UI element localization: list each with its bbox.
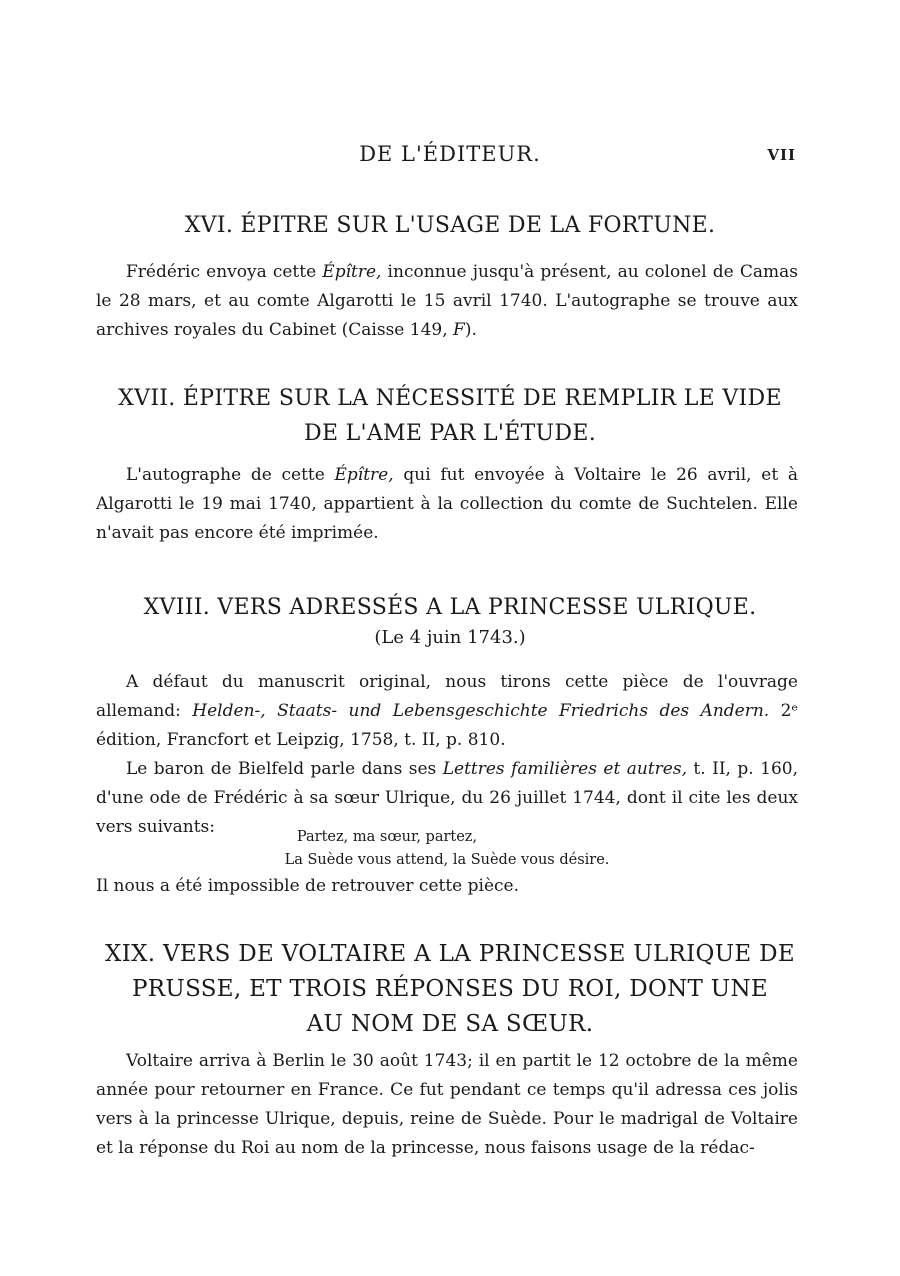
section-xix-paragraph: Voltaire arriva à Berlin le 30 août 1743; il en partit le 12 octobre de la même année pour retourner en France. Ce fut pendant ce temps qu'il adressa ces jolis vers à la princesse Ulrique, depuis, reine de Suède. Pour le madrigal de Voltaire et la réponse du Roi au nom de la princesse, nous faisons usage de la rédac-	[96, 1051, 798, 1158]
section-xviii-paragraph-1: A défaut du manuscrit original, nous tirons cette pièce de l'ouvrage allemand: Helden-, Staats- und Lebensgeschichte Friedrichs des Andern. 2ᵉ édition, Francfort et Leipzig, 1758, t. II, p. 810.	[96, 672, 798, 750]
section-xviii-title: XVIII. VERS ADRESSÉS A LA PRINCESSE ULRIQUE.	[143, 595, 757, 620]
section-xvi-title: XVI. ÉPITRE SUR L'USAGE DE LA FORTUNE.	[184, 213, 716, 238]
section-xvii-text	[96, 461, 798, 548]
section-xvi-paragraph: Frédéric envoya cette Épître, inconnue jusqu'à présent, au colonel de Camas le 28 mars, et au comte Algarotti le 15 avril 1740. L'autographe se trouve aux archives royales du Cabinet (Caisse 149, F).	[96, 262, 798, 340]
section-xvii-title	[90, 381, 810, 451]
verse-line-1: Partez, ma sœur, partez,	[296, 829, 478, 845]
running-title: DE L'ÉDITEUR.	[359, 142, 541, 166]
section-xix-title	[90, 937, 810, 1042]
section-xviii-closing	[96, 872, 798, 901]
section-xviii-date: (Le 4 juin 1743.)	[374, 627, 526, 648]
section-xix-text	[96, 1047, 798, 1163]
section-xix-title-line-2: PRUSSE, ET TROIS RÉPONSES DU ROI, DONT UNE	[132, 976, 768, 1002]
section-xviii-paragraph-3: Il nous a été impossible de retrouver cette pièce.	[96, 876, 519, 896]
verse-line-2: La Suède vous attend, la Suède vous désire.	[284, 852, 610, 868]
section-xvi-text	[96, 258, 798, 345]
section-xvii-title-line-1: XVII. ÉPITRE SUR LA NÉCESSITÉ DE REMPLIR LE VIDE	[118, 386, 782, 411]
section-xix-title-line-3: AU NOM DE SA SŒUR.	[306, 1011, 594, 1037]
page-number: VII	[767, 146, 796, 164]
section-xviii-paragraph-2: Le baron de Bielfeld parle dans ses Lettres familières et autres, t. II, p. 160, d'une ode de Frédéric à sa sœur Ulrique, du 26 juillet 1744, dont il cite les deux vers suivants:	[96, 759, 799, 837]
section-xviii-text	[96, 668, 798, 842]
section-xvii-title-line-2: DE L'AME PAR L'ÉTUDE.	[304, 421, 596, 446]
section-xix-title-line-1: XIX. VERS DE VOLTAIRE A LA PRINCESSE ULRIQUE DE	[105, 941, 795, 967]
verse-quote	[96, 826, 798, 872]
section-xvii-paragraph: L'autographe de cette Épître, qui fut envoyée à Voltaire le 26 avril, et à Algarotti le 19 mai 1740, appartient à la collection du comte de Suchtelen. Elle n'avait pas encore été imprimée.	[96, 465, 798, 543]
